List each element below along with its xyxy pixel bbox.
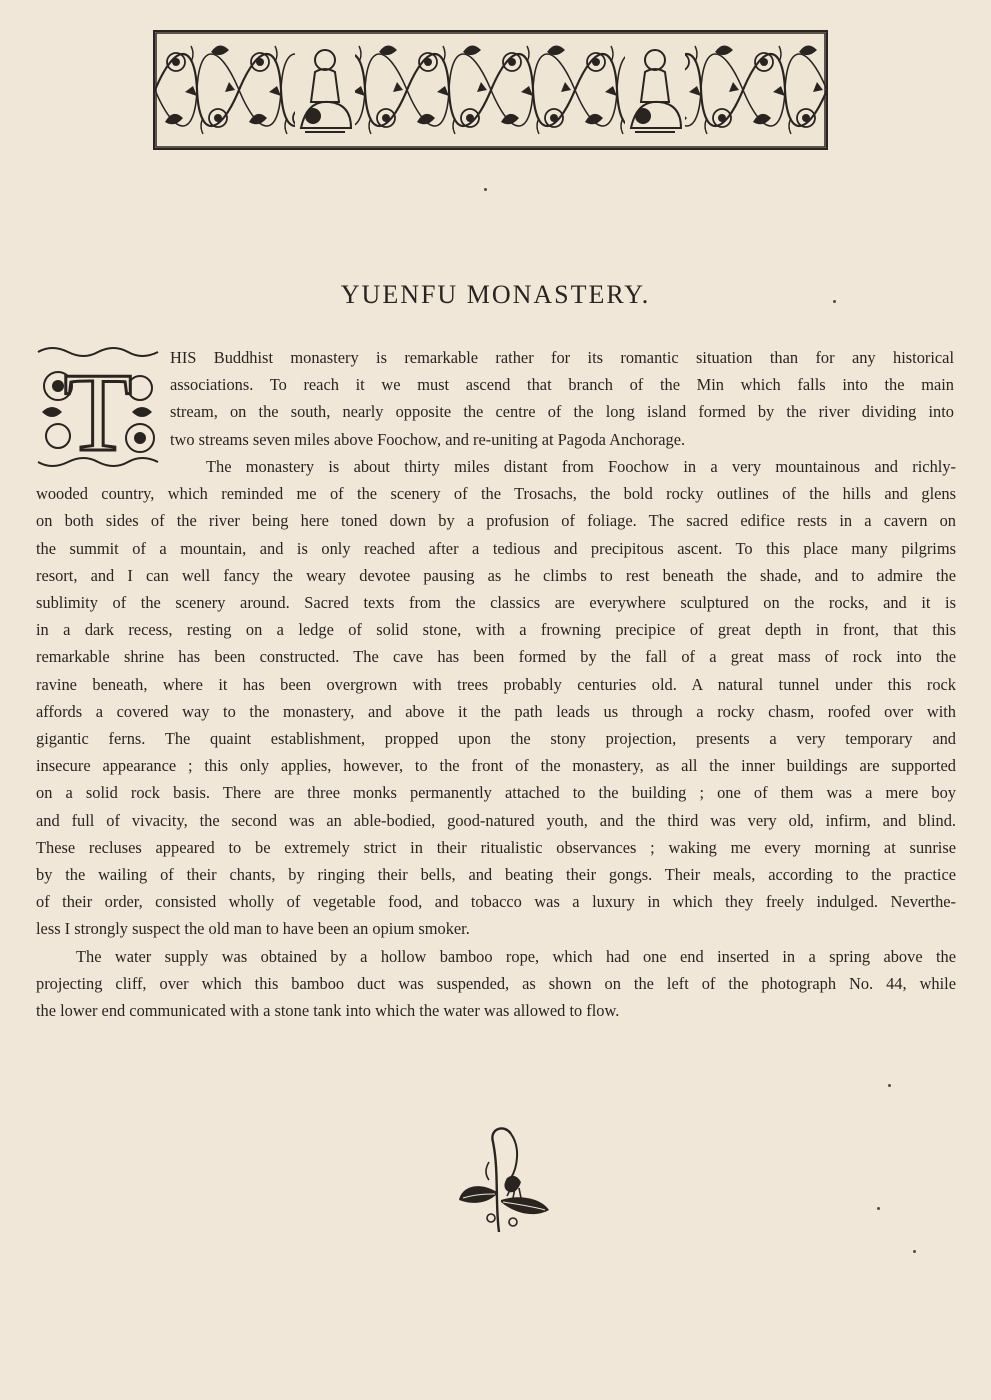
text-line: insecure appearance ; this only applies, however, to the front of the monastery, as all the inner buildings are supported (36, 756, 956, 776)
text-line: resort, and I can well fancy the weary devotee pausing as he climbs to rest beneath the shade, and to admire the (36, 565, 956, 585)
text-line: two streams seven miles above Foochow, and re-uniting at Pagoda Anchorage. (170, 429, 686, 449)
text-line: wooded country, which reminded me of the scenery of the Trosachs, the bold rocky outlines of the hills and glens (36, 484, 956, 504)
paper-speck (888, 1084, 891, 1087)
text-line: The water supply was obtained by a hollow bamboo rope, which had one end inserted in a spring above the (76, 946, 956, 966)
first-paragraph (170, 344, 954, 453)
text-line: gigantic ferns. The quaint establishment, propped upon the stony projection, presents a very temporary and (36, 729, 956, 749)
text-line: ravine beneath, where it has been overgrown with trees probably centuries old. A natural tunnel under this rock (36, 674, 956, 694)
text-line: by the wailing of their chants, by ringing their bells, and beating their gongs. Their meals, according to the practice (36, 865, 956, 885)
text-line: These recluses appeared to be extremely strict in their ritualistic observances ; waking me every morning at sunrise (36, 837, 956, 857)
page-title: YUENFU MONASTERY. (340, 280, 651, 309)
body-text (36, 453, 956, 1024)
text-line: stream, on the south, nearly opposite the centre of the long island formed by the river dividing into (170, 402, 954, 422)
text-line: of their order, consisted wholly of vegetable food, and tobacco was a luxury in which they freely indulged. Neverthe- (36, 892, 956, 912)
text-line: projecting cliff, over which this bamboo duct was suspended, as shown on the left of the photograph No. 44, while (36, 973, 956, 993)
text-line: and full of vivacity, the second was an able-bodied, good-natured youth, and the third was very old, infirm, and blind. (36, 810, 956, 830)
text-line: affords a covered way to the monastery, and above it the path leads us through a rocky chasm, roofed over with (36, 701, 956, 721)
ornamental-header-banner (153, 30, 828, 150)
text-line: HIS Buddhist monastery is remarkable rather for its romantic situation than for any historical (170, 348, 954, 367)
text-line: associations. To reach it we must ascend that branch of the Min which falls into the main (170, 375, 954, 395)
paper-speck (484, 188, 487, 191)
cherub-lion-figure-right (625, 40, 685, 140)
text-line: sublimity of the scenery around. Sacred texts from the classics are everywhere sculptured on the rocks, and it is (36, 593, 956, 613)
floral-tailpiece-ornament (455, 1122, 555, 1238)
text-line: the summit of a mountain, and is only reached after a tedious and precipitous ascent. To this place many pilgrims (36, 538, 956, 558)
paper-speck (913, 1250, 916, 1253)
drop-cap-ornament (36, 346, 160, 468)
paper-speck (877, 1207, 880, 1210)
text-line: on a solid rock basis. There are three monks permanently attached to the building ; one of them was a mere boy (36, 783, 956, 803)
text-line: the lower end communicated with a stone tank into which the water was allowed to flow. (36, 1001, 620, 1021)
text-line: The monastery is about thirty miles distant from Foochow in a very mountainous and richly- (206, 457, 956, 476)
text-line: in a dark recess, resting on a ledge of solid stone, with a frowning precipice of great depth in front, that this (36, 620, 956, 640)
text-line: less I strongly suspect the old man to have been an opium smoker. (36, 919, 470, 939)
drop-cap-letter: T (63, 351, 133, 468)
text-line: remarkable shrine has been constructed. The cave has been formed by the fall of a great mass of rock into the (36, 647, 956, 667)
cherub-lion-figure-left (295, 40, 355, 140)
foliage-scroll-ornament (155, 32, 826, 148)
text-line: on both sides of the river being here toned down by a profusion of foliage. The sacred edifice rests in a cavern on (36, 511, 956, 531)
